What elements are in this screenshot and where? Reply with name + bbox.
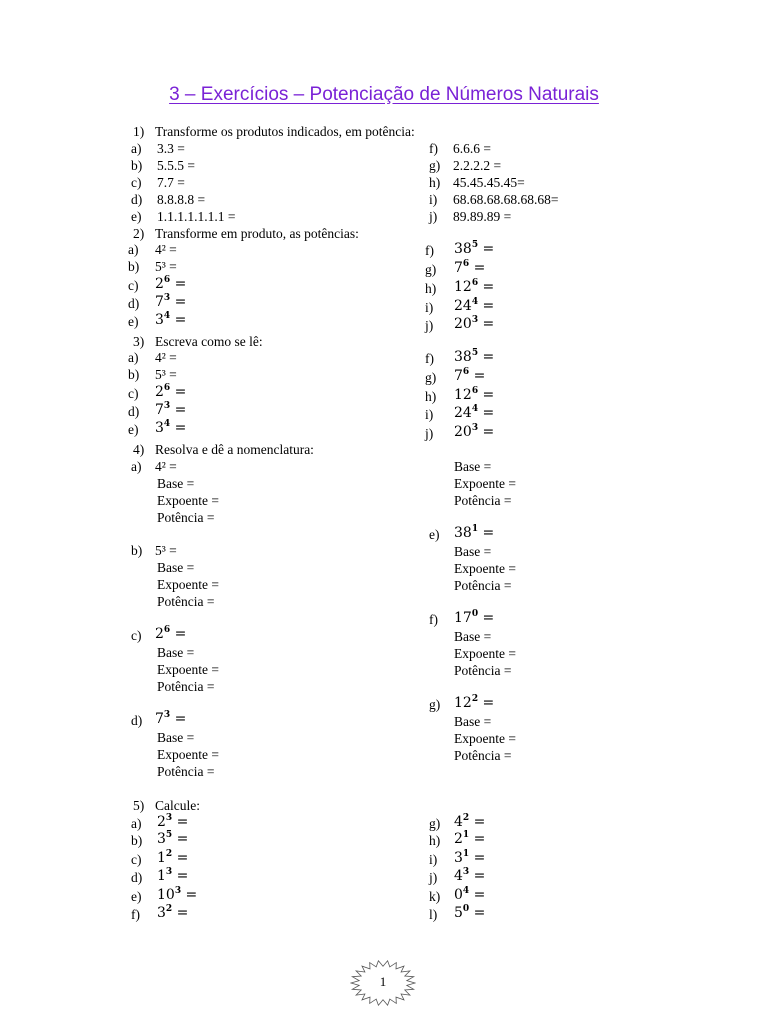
power-exponent: 0 bbox=[471, 609, 479, 619]
item-power-expression bbox=[155, 312, 186, 328]
power-exponent: 2 bbox=[462, 813, 470, 823]
power-base: 38 bbox=[454, 349, 472, 365]
section-heading: Resolva e dê a nomenclatura: bbox=[155, 442, 314, 457]
item-label: i) bbox=[429, 192, 438, 207]
power-base: 12 bbox=[454, 279, 472, 295]
item-label: h) bbox=[429, 175, 441, 190]
item-label: e) bbox=[429, 527, 440, 542]
equals-sign: = bbox=[473, 368, 486, 384]
item-label: i) bbox=[429, 852, 438, 867]
item-label: c) bbox=[128, 386, 139, 401]
item-power-expression bbox=[155, 402, 186, 418]
equals-sign: = bbox=[174, 420, 187, 436]
equals-sign: = bbox=[174, 312, 187, 328]
item-power-expression bbox=[454, 695, 494, 711]
item-expression: 4² = bbox=[155, 459, 177, 474]
equals-sign: = bbox=[176, 868, 189, 884]
item-power-expression bbox=[454, 525, 494, 541]
item-label: h) bbox=[429, 833, 441, 848]
power-exponent: 3 bbox=[471, 423, 479, 433]
item-power-expression bbox=[155, 711, 186, 727]
equals-sign: = bbox=[174, 294, 187, 310]
item-label: j) bbox=[429, 209, 438, 224]
section-heading: Transforme os produtos indicados, em potência: bbox=[155, 124, 415, 139]
nomenclature-expoente: Expoente = bbox=[157, 662, 219, 677]
item-expression: 3.3 = bbox=[157, 141, 185, 156]
section-number: 3) bbox=[133, 334, 145, 349]
item-label: f) bbox=[425, 243, 434, 258]
nomenclature-base: Base = bbox=[454, 629, 492, 644]
power-base: 17 bbox=[454, 610, 472, 626]
section-number: 5) bbox=[133, 798, 145, 813]
power-exponent: 1 bbox=[462, 849, 470, 859]
nomenclature-potencia: Potência = bbox=[157, 679, 215, 694]
power-base: 24 bbox=[454, 298, 472, 314]
item-label: f) bbox=[429, 141, 438, 156]
item-label: b) bbox=[128, 259, 140, 274]
item-label: g) bbox=[429, 816, 441, 831]
item-label: d) bbox=[131, 713, 143, 728]
power-base: 2 bbox=[155, 626, 164, 642]
item-label: g) bbox=[429, 697, 441, 712]
equals-sign: = bbox=[473, 831, 486, 847]
item-label: i) bbox=[425, 407, 434, 422]
nomenclature-base: Base = bbox=[157, 476, 195, 491]
item-power-expression bbox=[454, 405, 494, 421]
item-label: f) bbox=[131, 907, 140, 922]
item-label: f) bbox=[429, 612, 438, 627]
item-label: h) bbox=[425, 389, 437, 404]
power-base: 20 bbox=[454, 316, 472, 332]
power-exponent: 6 bbox=[163, 625, 171, 635]
section-number: 1) bbox=[133, 124, 145, 139]
power-exponent: 1 bbox=[471, 524, 479, 534]
equals-sign: = bbox=[482, 279, 495, 295]
item-label: b) bbox=[131, 833, 143, 848]
item-label: a) bbox=[128, 242, 139, 257]
item-power-expression bbox=[157, 905, 188, 921]
item-label: g) bbox=[425, 262, 437, 277]
equals-sign: = bbox=[473, 905, 486, 921]
item-expression: 68.68.68.68.68.68= bbox=[453, 192, 559, 207]
equals-sign: = bbox=[473, 887, 486, 903]
equals-sign: = bbox=[176, 850, 189, 866]
equals-sign: = bbox=[174, 711, 187, 727]
power-exponent: 4 bbox=[163, 311, 171, 321]
item-expression: 4² = bbox=[155, 242, 177, 257]
equals-sign: = bbox=[482, 349, 495, 365]
power-exponent: 5 bbox=[471, 348, 479, 358]
item-expression: 2.2.2.2 = bbox=[453, 158, 502, 173]
item-expression: 5³ = bbox=[155, 367, 177, 382]
nomenclature-base: Base = bbox=[454, 544, 492, 559]
power-base: 1 bbox=[157, 850, 166, 866]
item-power-expression bbox=[454, 387, 494, 403]
power-base: 20 bbox=[454, 424, 472, 440]
power-exponent: 6 bbox=[462, 259, 470, 269]
equals-sign: = bbox=[176, 814, 189, 830]
power-base: 2 bbox=[454, 831, 463, 847]
item-expression: 5.5.5 = bbox=[157, 158, 195, 173]
power-exponent: 3 bbox=[165, 813, 173, 823]
power-base: 1 bbox=[157, 868, 166, 884]
power-exponent: 6 bbox=[471, 386, 479, 396]
item-label: c) bbox=[128, 278, 139, 293]
nomenclature-potencia: Potência = bbox=[454, 493, 512, 508]
power-exponent: 5 bbox=[471, 240, 479, 250]
item-power-expression bbox=[155, 276, 186, 292]
item-label: h) bbox=[425, 281, 437, 296]
power-base: 2 bbox=[155, 384, 164, 400]
item-expression: 6.6.6 = bbox=[453, 141, 491, 156]
item-label: g) bbox=[429, 158, 441, 173]
power-base: 2 bbox=[155, 276, 164, 292]
item-label: l) bbox=[429, 907, 438, 922]
page-title: 3 – Exercícios – Potenciação de Números Naturais bbox=[169, 84, 599, 105]
equals-sign: = bbox=[482, 405, 495, 421]
item-power-expression bbox=[157, 814, 188, 830]
power-base: 7 bbox=[454, 368, 463, 384]
equals-sign: = bbox=[482, 387, 495, 403]
nomenclature-potencia: Potência = bbox=[454, 578, 512, 593]
nomenclature-potencia: Potência = bbox=[157, 764, 215, 779]
nomenclature-base: Base = bbox=[157, 560, 195, 575]
power-base: 3 bbox=[155, 420, 164, 436]
item-power-expression bbox=[157, 868, 188, 884]
equals-sign: = bbox=[174, 384, 187, 400]
power-exponent: 2 bbox=[165, 849, 173, 859]
item-expression: 8.8.8.8 = bbox=[157, 192, 206, 207]
nomenclature-expoente: Expoente = bbox=[454, 476, 516, 491]
nomenclature-expoente: Expoente = bbox=[157, 747, 219, 762]
item-label: j) bbox=[425, 318, 434, 333]
item-power-expression bbox=[157, 850, 188, 866]
item-power-expression bbox=[454, 868, 485, 884]
power-exponent: 6 bbox=[163, 275, 171, 285]
item-power-expression bbox=[157, 887, 197, 903]
item-label: d) bbox=[128, 404, 140, 419]
item-expression: 89.89.89 = bbox=[453, 209, 512, 224]
nomenclature-potencia: Potência = bbox=[157, 594, 215, 609]
equals-sign: = bbox=[482, 316, 495, 332]
item-label: d) bbox=[131, 870, 143, 885]
nomenclature-expoente: Expoente = bbox=[157, 493, 219, 508]
item-power-expression bbox=[454, 298, 494, 314]
equals-sign: = bbox=[473, 260, 486, 276]
item-power-expression bbox=[454, 279, 494, 295]
equals-sign: = bbox=[185, 887, 198, 903]
power-base: 10 bbox=[157, 887, 175, 903]
page-number-badge bbox=[350, 960, 416, 1006]
nomenclature-base: Base = bbox=[157, 730, 195, 745]
power-exponent: 3 bbox=[163, 710, 171, 720]
power-base: 38 bbox=[454, 525, 472, 541]
power-exponent: 3 bbox=[174, 886, 182, 896]
power-base: 3 bbox=[157, 905, 166, 921]
item-power-expression bbox=[155, 420, 186, 436]
equals-sign: = bbox=[473, 814, 486, 830]
item-label: e) bbox=[131, 889, 142, 904]
power-exponent: 0 bbox=[462, 904, 470, 914]
equals-sign: = bbox=[482, 525, 495, 541]
power-base: 7 bbox=[155, 402, 164, 418]
power-exponent: 4 bbox=[163, 419, 171, 429]
power-base: 0 bbox=[454, 887, 463, 903]
equals-sign: = bbox=[482, 241, 495, 257]
section-number: 4) bbox=[133, 442, 145, 457]
item-label: c) bbox=[131, 628, 142, 643]
item-power-expression bbox=[454, 610, 494, 626]
nomenclature-potencia: Potência = bbox=[157, 510, 215, 525]
power-base: 3 bbox=[157, 831, 166, 847]
item-power-expression bbox=[155, 294, 186, 310]
power-exponent: 1 bbox=[462, 830, 470, 840]
equals-sign: = bbox=[174, 402, 187, 418]
power-exponent: 3 bbox=[471, 315, 479, 325]
item-label: f) bbox=[425, 351, 434, 366]
equals-sign: = bbox=[482, 424, 495, 440]
item-label: j) bbox=[425, 426, 434, 441]
power-exponent: 6 bbox=[471, 278, 479, 288]
item-expression: 7.7 = bbox=[157, 175, 185, 190]
section-heading: Calcule: bbox=[155, 798, 200, 813]
item-power-expression bbox=[454, 349, 494, 365]
power-base: 7 bbox=[155, 711, 164, 727]
nomenclature-potencia: Potência = bbox=[454, 663, 512, 678]
item-label: i) bbox=[425, 300, 434, 315]
item-label: e) bbox=[128, 314, 139, 329]
power-exponent: 2 bbox=[165, 904, 173, 914]
item-expression: 4² = bbox=[155, 350, 177, 365]
power-exponent: 3 bbox=[163, 401, 171, 411]
item-label: b) bbox=[131, 158, 143, 173]
power-exponent: 3 bbox=[163, 293, 171, 303]
power-exponent: 4 bbox=[471, 297, 479, 307]
power-base: 12 bbox=[454, 387, 472, 403]
equals-sign: = bbox=[482, 695, 495, 711]
power-base: 4 bbox=[454, 868, 463, 884]
power-base: 3 bbox=[454, 850, 463, 866]
power-base: 24 bbox=[454, 405, 472, 421]
item-label: g) bbox=[425, 370, 437, 385]
item-expression: 5³ = bbox=[155, 259, 177, 274]
power-base: 2 bbox=[157, 814, 166, 830]
power-base: 7 bbox=[155, 294, 164, 310]
item-expression: 5³ = bbox=[155, 543, 177, 558]
item-label: c) bbox=[131, 175, 142, 190]
nomenclature-expoente: Expoente = bbox=[157, 577, 219, 592]
item-power-expression bbox=[454, 260, 485, 276]
nomenclature-potencia: Potência = bbox=[454, 748, 512, 763]
item-label: d) bbox=[128, 296, 140, 311]
equals-sign: = bbox=[482, 610, 495, 626]
power-exponent: 2 bbox=[471, 694, 479, 704]
item-expression: 1.1.1.1.1.1.1 = bbox=[157, 209, 236, 224]
power-exponent: 3 bbox=[165, 867, 173, 877]
item-power-expression bbox=[157, 831, 188, 847]
equals-sign: = bbox=[473, 850, 486, 866]
nomenclature-base: Base = bbox=[454, 714, 492, 729]
item-power-expression bbox=[454, 850, 485, 866]
equals-sign: = bbox=[482, 298, 495, 314]
item-power-expression bbox=[454, 887, 485, 903]
equals-sign: = bbox=[473, 868, 486, 884]
item-label: k) bbox=[429, 889, 441, 904]
section-number: 2) bbox=[133, 226, 145, 241]
item-label: d) bbox=[131, 192, 143, 207]
nomenclature-expoente: Expoente = bbox=[454, 646, 516, 661]
power-base: 5 bbox=[454, 905, 463, 921]
power-exponent: 3 bbox=[462, 867, 470, 877]
equals-sign: = bbox=[174, 276, 187, 292]
power-exponent: 4 bbox=[462, 886, 470, 896]
power-base: 38 bbox=[454, 241, 472, 257]
power-exponent: 4 bbox=[471, 404, 479, 414]
section-heading: Escreva como se lê: bbox=[155, 334, 263, 349]
nomenclature-base: Base = bbox=[454, 459, 492, 474]
item-label: a) bbox=[131, 141, 142, 156]
item-power-expression bbox=[454, 241, 494, 257]
item-power-expression bbox=[454, 905, 485, 921]
item-power-expression bbox=[454, 831, 485, 847]
item-power-expression bbox=[454, 368, 485, 384]
page-number: 1 bbox=[379, 974, 387, 989]
item-expression: 45.45.45.45= bbox=[453, 175, 525, 190]
nomenclature-expoente: Expoente = bbox=[454, 731, 516, 746]
item-label: c) bbox=[131, 852, 142, 867]
item-label: e) bbox=[128, 422, 139, 437]
item-label: b) bbox=[131, 543, 143, 558]
item-power-expression bbox=[454, 814, 485, 830]
item-label: e) bbox=[131, 209, 142, 224]
section-heading: Transforme em produto, as potências: bbox=[155, 226, 359, 241]
power-base: 4 bbox=[454, 814, 463, 830]
item-label: a) bbox=[128, 350, 139, 365]
item-label: b) bbox=[128, 367, 140, 382]
power-base: 7 bbox=[454, 260, 463, 276]
power-exponent: 6 bbox=[163, 383, 171, 393]
item-power-expression bbox=[454, 316, 494, 332]
item-label: a) bbox=[131, 459, 142, 474]
item-power-expression bbox=[155, 626, 186, 642]
power-base: 3 bbox=[155, 312, 164, 328]
equals-sign: = bbox=[174, 626, 187, 642]
power-exponent: 6 bbox=[462, 367, 470, 377]
power-exponent: 5 bbox=[165, 830, 173, 840]
power-base: 12 bbox=[454, 695, 472, 711]
equals-sign: = bbox=[176, 831, 189, 847]
item-label: j) bbox=[429, 870, 438, 885]
item-power-expression bbox=[155, 384, 186, 400]
nomenclature-base: Base = bbox=[157, 645, 195, 660]
equals-sign: = bbox=[176, 905, 189, 921]
item-label: a) bbox=[131, 816, 142, 831]
item-power-expression bbox=[454, 424, 494, 440]
nomenclature-expoente: Expoente = bbox=[454, 561, 516, 576]
